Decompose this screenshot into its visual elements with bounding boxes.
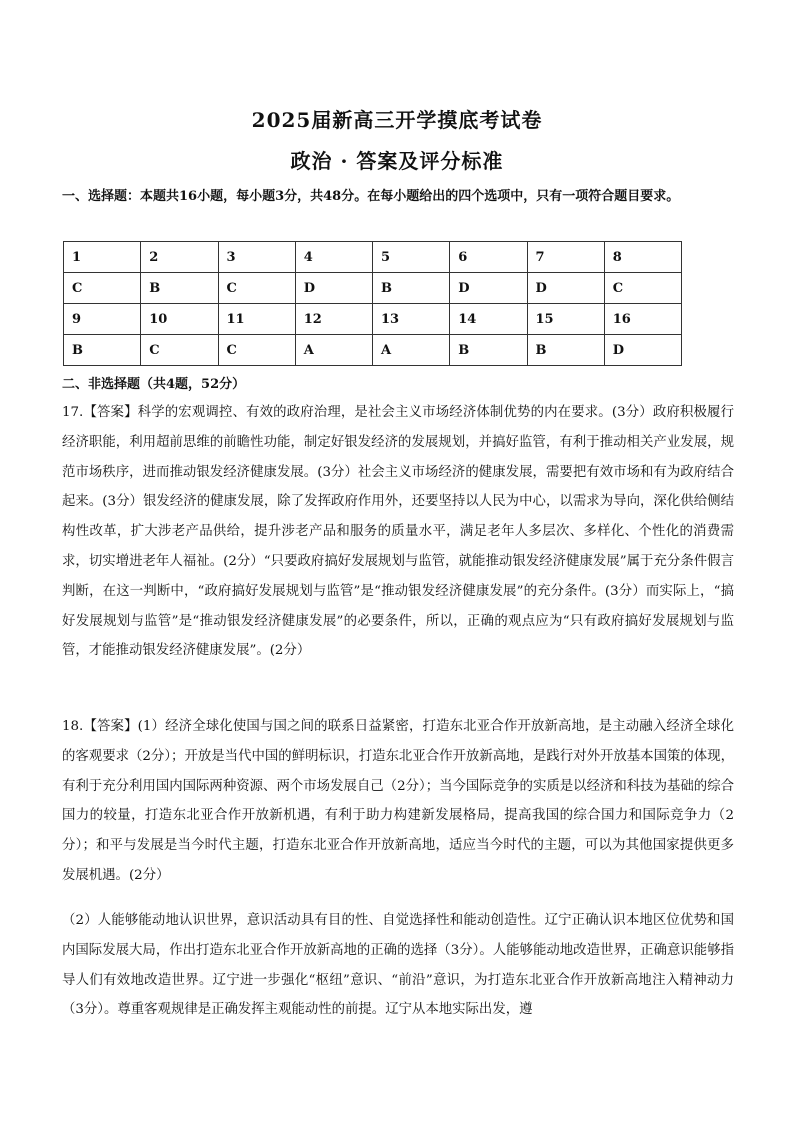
section-2-heading: 二、非选择题（共4题，52分） <box>62 377 246 392</box>
question-number-cell: 2 <box>141 242 218 273</box>
answer-row <box>64 335 682 366</box>
answer-cell: C <box>604 273 681 304</box>
answer-table <box>63 241 682 366</box>
answer-18-part-2: （2）人能够能动地认识世界，意识活动具有目的性、自觉选择性和能动创造性。辽宁正确认识本地区位优势和国内国际发展大局，作出打造东北亚合作开放新高地的正确的选择（3分）。人能够能动地改造世界，正确意识能够指导人们有效地改造世界。辽宁进一步强化“枢纽”意识、“前沿”意识，为打造东北亚合作开放新高地注入精神动力（3分）。尊重客观规律是正确发挥主观能动性的前提。辽宁从本地实际出发，遵 <box>62 913 734 1018</box>
question-number-cell: 12 <box>295 304 372 335</box>
question-number-row <box>64 304 682 335</box>
answer-cell: C <box>64 273 141 304</box>
question-number-cell: 5 <box>373 242 450 273</box>
answer-cell: D <box>604 335 681 366</box>
question-number-cell: 14 <box>450 304 527 335</box>
section-1-heading: 一、选择题：本题共16小题，每小题3分，共48分。在每小题给出的四个选项中，只有一项符合题目要求。 <box>62 189 680 204</box>
answer-row <box>64 273 682 304</box>
answer-cell: A <box>373 335 450 366</box>
question-number-cell: 16 <box>604 304 681 335</box>
question-number-cell: 8 <box>604 242 681 273</box>
answer-cell: C <box>218 273 295 304</box>
answer-cell: A <box>295 335 372 366</box>
question-number-cell: 10 <box>141 304 218 335</box>
question-number-cell: 7 <box>527 242 604 273</box>
answer-cell: C <box>218 335 295 366</box>
answer-cell: B <box>527 335 604 366</box>
exam-subtitle: 政治 · 答案及评分标准 <box>290 149 504 173</box>
answer-cell: D <box>295 273 372 304</box>
answer-cell: C <box>141 335 218 366</box>
answer-cell: B <box>141 273 218 304</box>
answer-cell: B <box>64 335 141 366</box>
question-number-cell: 4 <box>295 242 372 273</box>
exam-title: 2025届新高三开学摸底考试卷 <box>251 108 543 132</box>
question-number-cell: 15 <box>527 304 604 335</box>
question-number-row <box>64 242 682 273</box>
answer-18-part-1: 18.【答案】(1）经济全球化使国与国之间的联系日益紧密，打造东北亚合作开放新高地，是主动融入经济全球化的客观要求（2分）；开放是当代中国的鲜明标识，打造东北亚合作开放新高地，是践行对外开放基本国策的体现，有利于充分利用国内国际两种资源、两个市场发展自己（2分）；当今国际竞争的实质是以经济和科技为基础的综合国力的较量，打造东北亚合作开放新机遇，有利于助力构建新发展格局，提高我国的综合国力和国际竞争力（2分）；和平与发展是当今时代主题，打造东北亚合作开放新高地，适应当今时代的主题，可以为其他国家提供更多发展机遇。(2分） <box>62 719 734 883</box>
answer-cell: B <box>373 273 450 304</box>
question-number-cell: 11 <box>218 304 295 335</box>
question-number-cell: 6 <box>450 242 527 273</box>
question-number-cell: 1 <box>64 242 141 273</box>
question-number-cell: 13 <box>373 304 450 335</box>
answer-cell: B <box>450 335 527 366</box>
answer-cell: D <box>450 273 527 304</box>
question-number-cell: 3 <box>218 242 295 273</box>
question-number-cell: 9 <box>64 304 141 335</box>
answer-17: 17.【答案】科学的宏观调控、有效的政府治理，是社会主义市场经济体制优势的内在要求。(3分）政府积极履行经济职能，利用超前思维的前瞻性功能，制定好银发经济的发展规划，并搞好监管，有利于推动相关产业发展，规范市场秩序，进而推动银发经济健康发展。(3分）社会主义市场经济的健康发展，需要把有效市场和有为政府结合起来。(3分）银发经济的健康发展，除了发挥政府作用外，还要坚持以人民为中心，以需求为导向，深化供给侧结构性改革，扩大涉老产品供给，提升涉老产品和服务的质量水平，满足老年人多层次、多样化、个性化的消费需求，切实增进老年人福祉。(2分）“只要政府搞好发展规划与监管，就能推动银发经济健康发展”属于充分条件假言判断，在这一判断中，“政府搞好发展规划与监管”是“推动银发经济健康发展”的充分条件。(3分）而实际上，“搞好发展规划与监管”是“推动银发经济健康发展”的必要条件，所以，正确的观点应为“只有政府搞好发展规划与监管，才能推动银发经济健康发展”。(2分） <box>62 405 734 659</box>
answer-cell: D <box>527 273 604 304</box>
